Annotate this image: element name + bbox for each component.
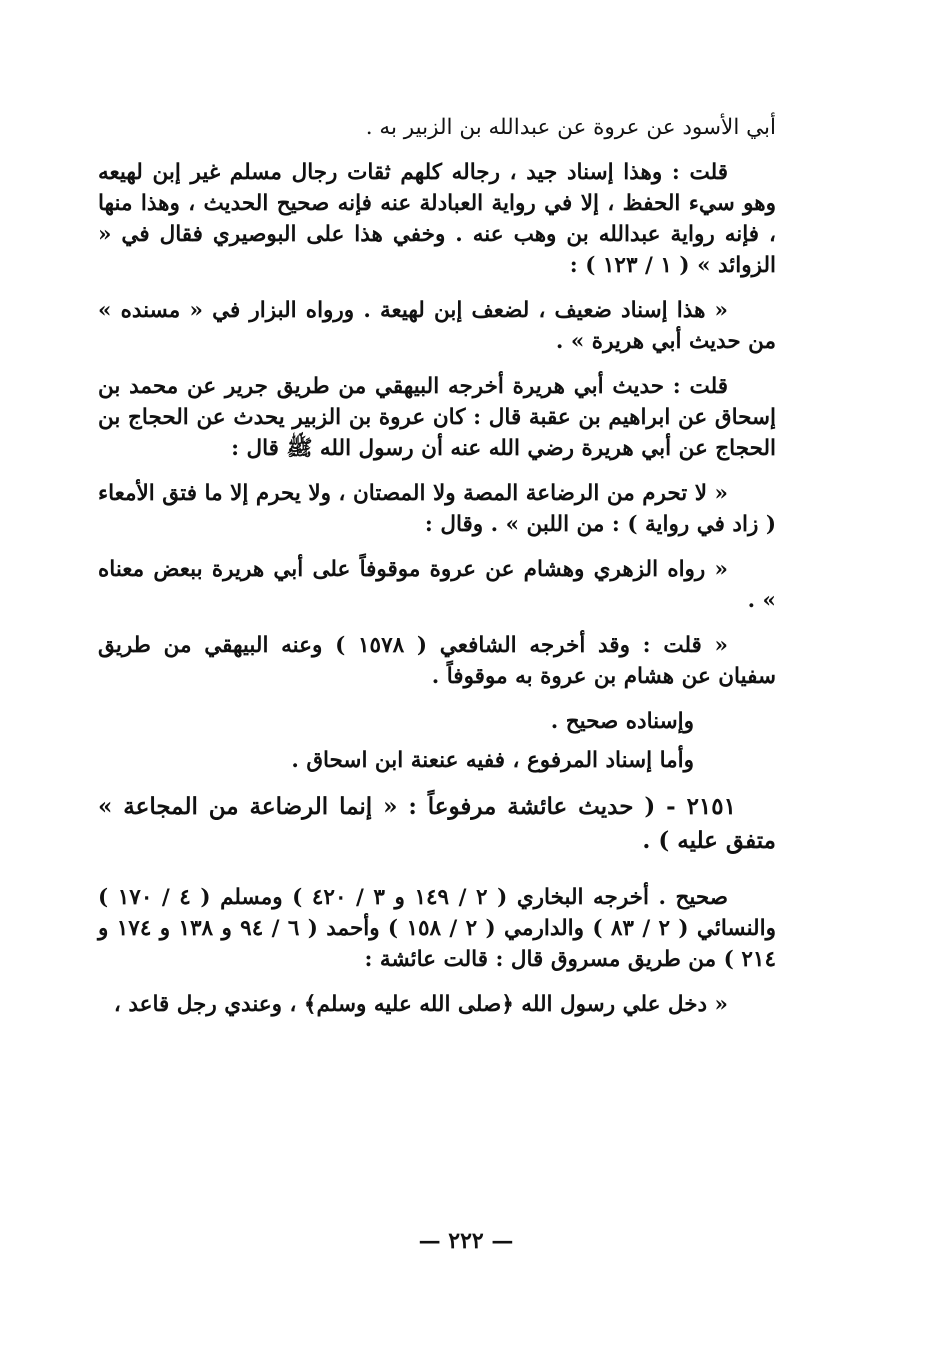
paragraph-busiri-quote: « هذا إسناد ضعيف ، لضعف إبن لهيعة . ورواه البزار في « مسنده » من حديث أبي هريرة » .: [98, 298, 776, 354]
paragraph-shafii: « قلت : وقد أخرجه الشافعي ( ١٥٧٨ ) وعنه البيهقي من طريق سفيان عن هشام بن عروة به موقوفاً .: [98, 633, 776, 689]
paragraph-abu-hurayra-hadith: قلت : حديث أبي هريرة أخرجه البيهقي من طريق جرير عن محمد بن إسحاق عن ابراهيم بن عقبة قال : كان عروة بن الزبير يحدث عن الحجاج بن الحجاج عن أبي هريرة رضي الله عنه أن رسول الله ﷺ قال :: [98, 374, 776, 461]
paragraph-isnad-assessment: قلت : وهذا إسناد جيد ، رجاله كلهم ثقات رجال مسلم غير إبن لهيعه وهو سيء الحفظ ، إلا في رواية العبادلة عنه فإنه صحيح الحديث ، وهذا منها ، فإنه رواية عبدالله بن وهب عنه . وخفي هذا على البوصيري فقال في « الزوائد » ( ١ / ١٢٣ ) :: [98, 160, 776, 278]
paragraph-marfu-isnad: وأما إسناد المرفوع ، ففيه عنعنة ابن اسحاق .: [291, 748, 694, 773]
paragraph-zuhri-quote: « رواه الزهري وهشام عن عروة موقوفاً على أبي هريرة ببعض معناه » .: [98, 557, 776, 613]
paragraph-hadith-text: « لا تحرم من الرضاعة المصة ولا المصتان ، ولا يحرم إلا ما فتق الأمعاء ( زاد في رواية ) : من اللبن » . وقال :: [98, 481, 776, 537]
paragraph-takhrij: صحيح . أخرجه البخاري ( ٢ / ١٤٩ و ٣ / ٤٢٠ ) ومسلم ( ٤ / ١٧٠ ) والنسائي ( ٢ / ٨٣ ) والدارمي ( ٢ / ١٥٨ ) وأحمد ( ٦ / ٩٤ و ١٣٨ و ١٧٤ و ٢١٤ ) من طريق مسروق قال : قالت عائشة :: [98, 885, 776, 972]
main-text: [98, 112, 776, 1219]
hadith-heading-2151: ٢١٥١ - ( حديث عائشة مرفوعاً : « إنما الرضاعة من المجاعة » متفق عليه ) .: [98, 793, 776, 854]
paragraph-isnad-sahih: وإسناده صحيح .: [550, 709, 694, 734]
page-number: — ٢٢٢ —: [418, 1228, 514, 1254]
paragraph-aisha-narration: « دخل علي رسول الله ﴿صلى الله عليه وسلم﴾ ، وعندي رجل قاعد ،: [113, 992, 728, 1017]
paragraph-continuation: أبي الأسود عن عروة عن عبدالله بن الزبير به .: [365, 115, 776, 140]
